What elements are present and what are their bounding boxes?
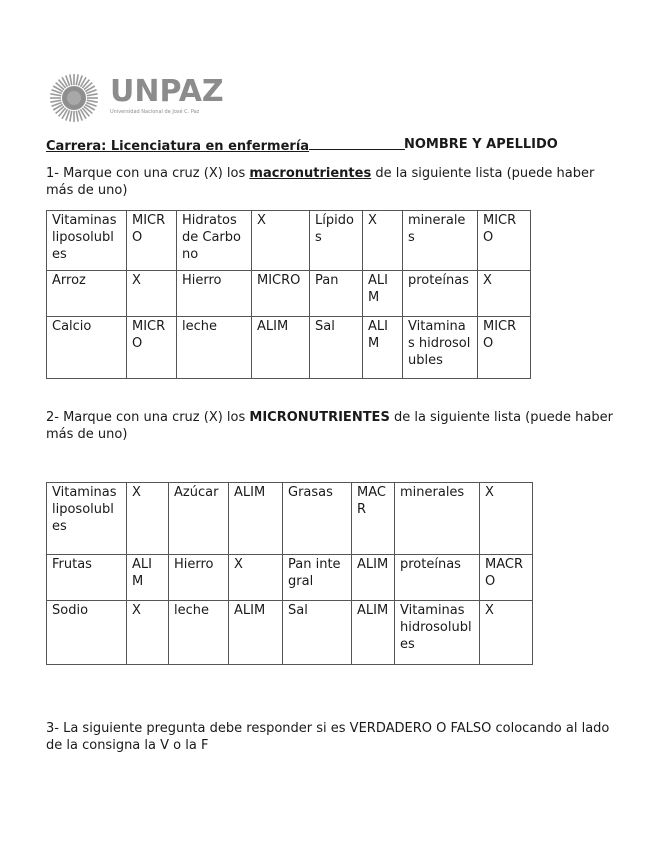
- table-cell[interactable]: leche: [169, 601, 229, 665]
- table-cell[interactable]: Pan: [310, 271, 363, 317]
- table-cell[interactable]: Frutas: [47, 555, 127, 601]
- q2-emphasis: MICRONUTRIENTES: [249, 410, 390, 425]
- table-cell[interactable]: X: [127, 271, 177, 317]
- nombre-label: NOMBRE Y APELLIDO: [404, 137, 558, 152]
- table-cell[interactable]: proteínas: [403, 271, 478, 317]
- table-cell[interactable]: ALIM: [363, 317, 403, 379]
- table-cell[interactable]: minerales: [395, 483, 480, 555]
- table-cell[interactable]: Pan integral: [283, 555, 352, 601]
- table-cell[interactable]: Grasas: [283, 483, 352, 555]
- table-cell[interactable]: Lípidos: [310, 211, 363, 271]
- table-row: [47, 211, 531, 271]
- table-cell[interactable]: ALIM: [252, 317, 310, 379]
- table-row: [47, 483, 533, 555]
- unpaz-logo: [44, 72, 234, 124]
- table-cell[interactable]: X: [363, 211, 403, 271]
- table-cell[interactable]: Azúcar: [169, 483, 229, 555]
- table-row: [47, 271, 531, 317]
- q1-emphasis: macronutrientes: [249, 166, 372, 181]
- table-cell[interactable]: MACRO: [480, 555, 533, 601]
- table-cell[interactable]: Vitaminas liposolubles: [47, 483, 127, 555]
- table-cell[interactable]: MICRO: [478, 211, 531, 271]
- question-1: 1- Marque con una cruz (X) los macronutrientes de la siguiente lista (puede haber más de uno): [46, 166, 595, 198]
- sunburst-emblem-icon: [44, 72, 104, 124]
- table-cell[interactable]: Arroz: [47, 271, 127, 317]
- table-cell[interactable]: Vitaminas hidrosolubles: [395, 601, 480, 665]
- carrera-label: Carrera: Licenciatura en enfermería: [46, 139, 310, 154]
- table-cell[interactable]: Hierro: [177, 271, 252, 317]
- table-cell[interactable]: X: [229, 555, 283, 601]
- table-cell[interactable]: Hidratos de Carbono: [177, 211, 252, 271]
- table-cell[interactable]: ALIM: [352, 555, 395, 601]
- logo-wordmark: UNPAZ: [110, 74, 224, 109]
- table-cell[interactable]: MACR: [352, 483, 395, 555]
- table-row: [47, 317, 531, 379]
- table-cell[interactable]: Hierro: [169, 555, 229, 601]
- table-cell[interactable]: ALIM: [127, 555, 169, 601]
- table-cell[interactable]: leche: [177, 317, 252, 379]
- q2-table: [46, 482, 533, 665]
- table-cell[interactable]: Vitaminas liposolubles: [47, 211, 127, 271]
- table-cell[interactable]: X: [480, 601, 533, 665]
- table-row: [47, 601, 533, 665]
- table-row: [47, 555, 533, 601]
- header-line: [46, 137, 558, 154]
- table-cell[interactable]: X: [127, 601, 169, 665]
- table-cell[interactable]: MICRO: [252, 271, 310, 317]
- table-cell[interactable]: MICRO: [127, 211, 177, 271]
- table-cell[interactable]: MICRO: [127, 317, 177, 379]
- table-cell[interactable]: Sodio: [47, 601, 127, 665]
- table-cell[interactable]: ALIM: [363, 271, 403, 317]
- table-cell[interactable]: Sal: [310, 317, 363, 379]
- table-cell[interactable]: proteínas: [395, 555, 480, 601]
- table-cell[interactable]: Vitaminas hidrosolubles: [403, 317, 478, 379]
- table-cell[interactable]: ALIM: [229, 483, 283, 555]
- logo-subtitle: Universidad Nacional de José C. Paz: [110, 109, 200, 115]
- table-cell[interactable]: X: [127, 483, 169, 555]
- table-cell[interactable]: X: [252, 211, 310, 271]
- question-3: 3- La siguiente pregunta debe responder si es VERDADERO O FALSO colocando al lado de la consigna la V o la F: [46, 721, 610, 753]
- carrera-underline-gap: [309, 137, 405, 150]
- table-cell[interactable]: X: [480, 483, 533, 555]
- table-cell[interactable]: Calcio: [47, 317, 127, 379]
- q1-table: [46, 210, 531, 379]
- table-cell[interactable]: minerales: [403, 211, 478, 271]
- table-cell[interactable]: X: [478, 271, 531, 317]
- table-cell[interactable]: ALIM: [229, 601, 283, 665]
- table-cell[interactable]: ALIM: [352, 601, 395, 665]
- table-cell[interactable]: Sal: [283, 601, 352, 665]
- question-2: 2- Marque con una cruz (X) los MICRONUTRIENTES de la siguiente lista (puede haber más de uno): [46, 410, 613, 442]
- table-cell[interactable]: MICRO: [478, 317, 531, 379]
